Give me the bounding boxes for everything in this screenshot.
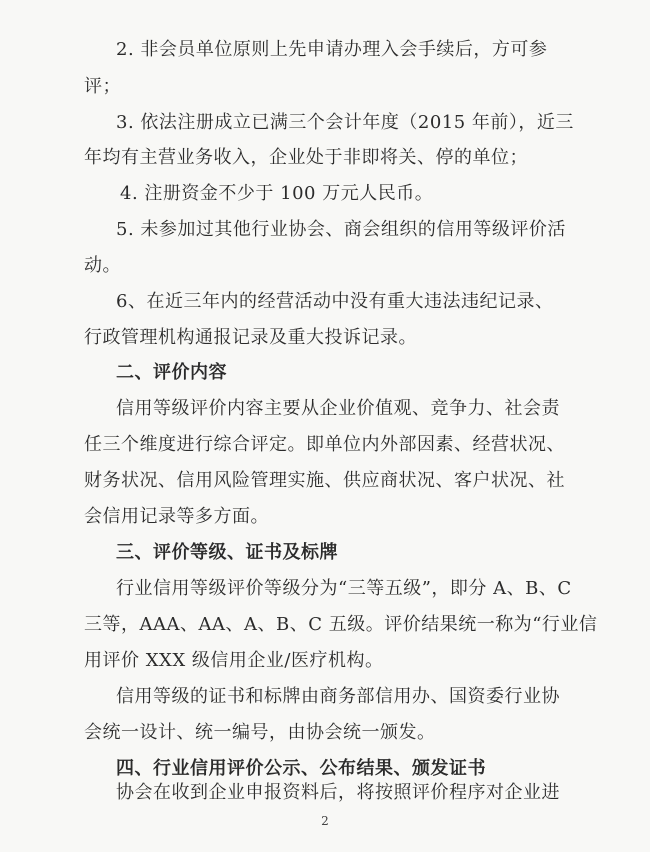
text-line: 5. 未参加过其他行业协会、商会组织的信用等级评价活 bbox=[116, 219, 566, 240]
text-line: 三等，AAA、AA、A、B、C 五级。评价结果统一称为“行业信 bbox=[84, 614, 598, 635]
text-line: 信用等级评价内容主要从企业价值观、竞争力、社会责 bbox=[116, 398, 560, 419]
text-line: 评； bbox=[84, 76, 121, 97]
page-number: 2 bbox=[321, 814, 329, 828]
text-line: 信用等级的证书和标牌由商务部信用办、国资委行业协 bbox=[116, 686, 560, 707]
text-line: 动。 bbox=[84, 255, 121, 276]
text-line: 2. 非会员单位原则上先申请办理入会手续后，方可参 bbox=[116, 39, 548, 60]
text-line: 6、在近三年内的经营活动中没有重大违法违纪记录、 bbox=[116, 291, 554, 312]
section-heading-rating-levels: 三、评价等级、证书及标牌 bbox=[116, 542, 338, 563]
section-heading-evaluation-content: 二、评价内容 bbox=[116, 362, 227, 383]
text-line: 行业信用等级评价等级分为“三等五级”，即分 A、B、C bbox=[116, 578, 572, 599]
text-line: 会信用记录等多方面。 bbox=[84, 506, 269, 527]
text-line: 年均有主营业务收入，企业处于非即将关、停的单位； bbox=[84, 147, 528, 168]
text-line: 4. 注册资金不少于 100 万元人民币。 bbox=[120, 183, 434, 204]
text-line: 财务状况、信用风险管理实施、供应商状况、客户状况、社 bbox=[84, 470, 565, 491]
text-line: 用评价 XXX 级信用企业/医疗机构。 bbox=[84, 650, 384, 671]
section-heading-publicity: 四、行业信用评价公示、公布结果、颁发证书 bbox=[116, 758, 486, 779]
text-line: 行政管理机构通报记录及重大投诉记录。 bbox=[84, 327, 417, 348]
text-line: 协会在收到企业申报资料后，将按照评价程序对企业进 bbox=[116, 782, 560, 803]
text-line: 3. 依法注册成立已满三个会计年度（2015 年前），近三 bbox=[116, 112, 574, 133]
text-line: 会统一设计、统一编号，由协会统一颁发。 bbox=[84, 722, 436, 743]
text-line: 任三个维度进行综合评定。即单位内外部因素、经营状况、 bbox=[84, 434, 565, 455]
